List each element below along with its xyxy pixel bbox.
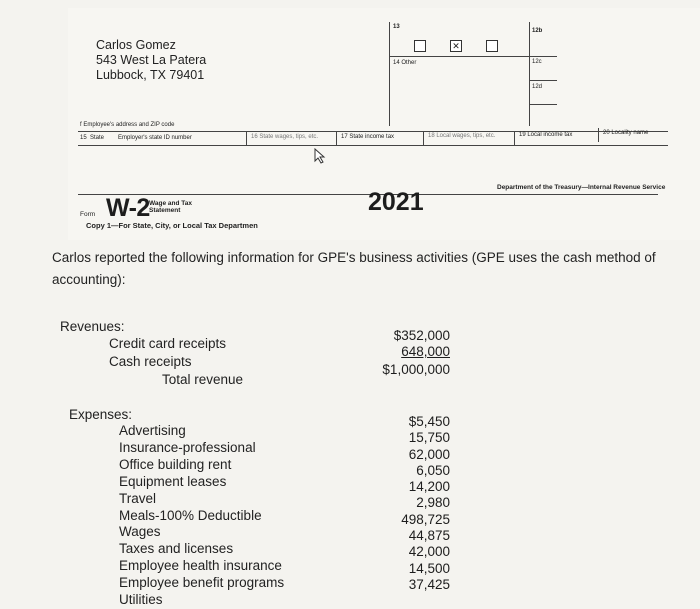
tax-year: 2021 (368, 188, 424, 216)
expense-amount: 14,200 (408, 479, 450, 495)
box17-label: 17 State income tax (341, 134, 395, 140)
form-name: W-2 (106, 194, 150, 222)
statutory-employee-checkbox[interactable] (414, 40, 426, 52)
box16-label: 16 State wages, tips, etc. (251, 134, 319, 140)
w2-form (68, 8, 700, 240)
revenue-amount-cash: 648,000 (401, 344, 450, 359)
form-subtitle-1: Wage and Tax (149, 200, 192, 207)
expense-label: Meals-100% Deductible (119, 507, 262, 523)
expenses-heading: Expenses: (69, 407, 133, 422)
third-party-sick-pay-checkbox[interactable] (486, 40, 498, 52)
expense-amount: 2,980 (416, 495, 450, 511)
expense-label: Insurance-professional (119, 439, 256, 455)
expense-amount: $5,450 (408, 414, 450, 429)
total-revenue-label: Total revenue (162, 372, 244, 387)
copy-line: Copy 1—For State, City, or Local Tax Departmen (86, 221, 258, 230)
employee-street: 543 West La Patera (96, 53, 207, 67)
form-word: Form (80, 211, 96, 218)
form-subtitle-2: Statement (149, 207, 181, 214)
expense-label: Employee health insurance (119, 558, 282, 574)
box12b-label: 12b (532, 28, 543, 34)
department-label: Department of the Treasury—Internal Revenue Service (497, 184, 666, 191)
box12d-label: 12d (532, 84, 543, 90)
revenues-heading: Revenues: (60, 319, 125, 334)
employee-name: Carlos Gomez (96, 38, 176, 52)
total-revenue-amount: $1,000,000 (382, 362, 450, 377)
revenue-label-credit: Credit card receipts (109, 336, 227, 351)
expense-label: Equipment leases (119, 473, 227, 489)
expense-label: Travel (119, 490, 157, 506)
expense-label: Employee benefit programs (119, 575, 285, 591)
expense-label: Utilities (119, 592, 163, 608)
box15-number: 15 (80, 135, 87, 141)
employee-city: Lubbock, TX 79401 (96, 68, 205, 82)
intro-line-1: Carlos reported the following information for GPE's business activities (GPE uses the cash method of (52, 250, 656, 265)
box12c-label: 12c (532, 59, 542, 65)
expense-amount: 498,725 (401, 511, 450, 527)
box15-employer-id-label: Employer's state ID number (118, 135, 192, 141)
expense-label-list (119, 423, 284, 609)
expense-amount: 37,425 (408, 576, 450, 592)
expense-amount: 62,000 (408, 446, 450, 462)
expense-label: Advertising (119, 423, 186, 438)
expense-amount: 44,875 (408, 528, 450, 544)
expense-amount-list (401, 414, 450, 593)
expense-amount: 6,050 (416, 462, 450, 478)
intro-line-2: accounting): (52, 272, 126, 287)
retirement-plan-checkbox[interactable]: ✕ (450, 40, 462, 52)
revenue-amount-credit: $352,000 (393, 328, 450, 343)
mouse-cursor-icon (313, 148, 327, 164)
expense-label: Wages (119, 524, 161, 540)
box14-label: 14 Other (393, 60, 417, 66)
expense-label: Office building rent (119, 456, 232, 472)
box18-label: 18 Local wages, tips, etc. (428, 133, 496, 139)
expense-amount: 14,500 (408, 560, 450, 576)
box-f-label: f Employee's address and ZIP code (80, 122, 175, 128)
box15-state-label: State (90, 135, 105, 141)
box19-label: 19 Local income tax (519, 132, 573, 138)
expense-amount: 42,000 (408, 544, 450, 560)
box20-label: 20 Locality name (603, 130, 649, 136)
expense-label: Taxes and licenses (119, 541, 234, 557)
expense-amount: 15,750 (408, 430, 450, 446)
box13-label: 13 (393, 24, 400, 30)
revenue-label-cash: Cash receipts (109, 354, 192, 369)
